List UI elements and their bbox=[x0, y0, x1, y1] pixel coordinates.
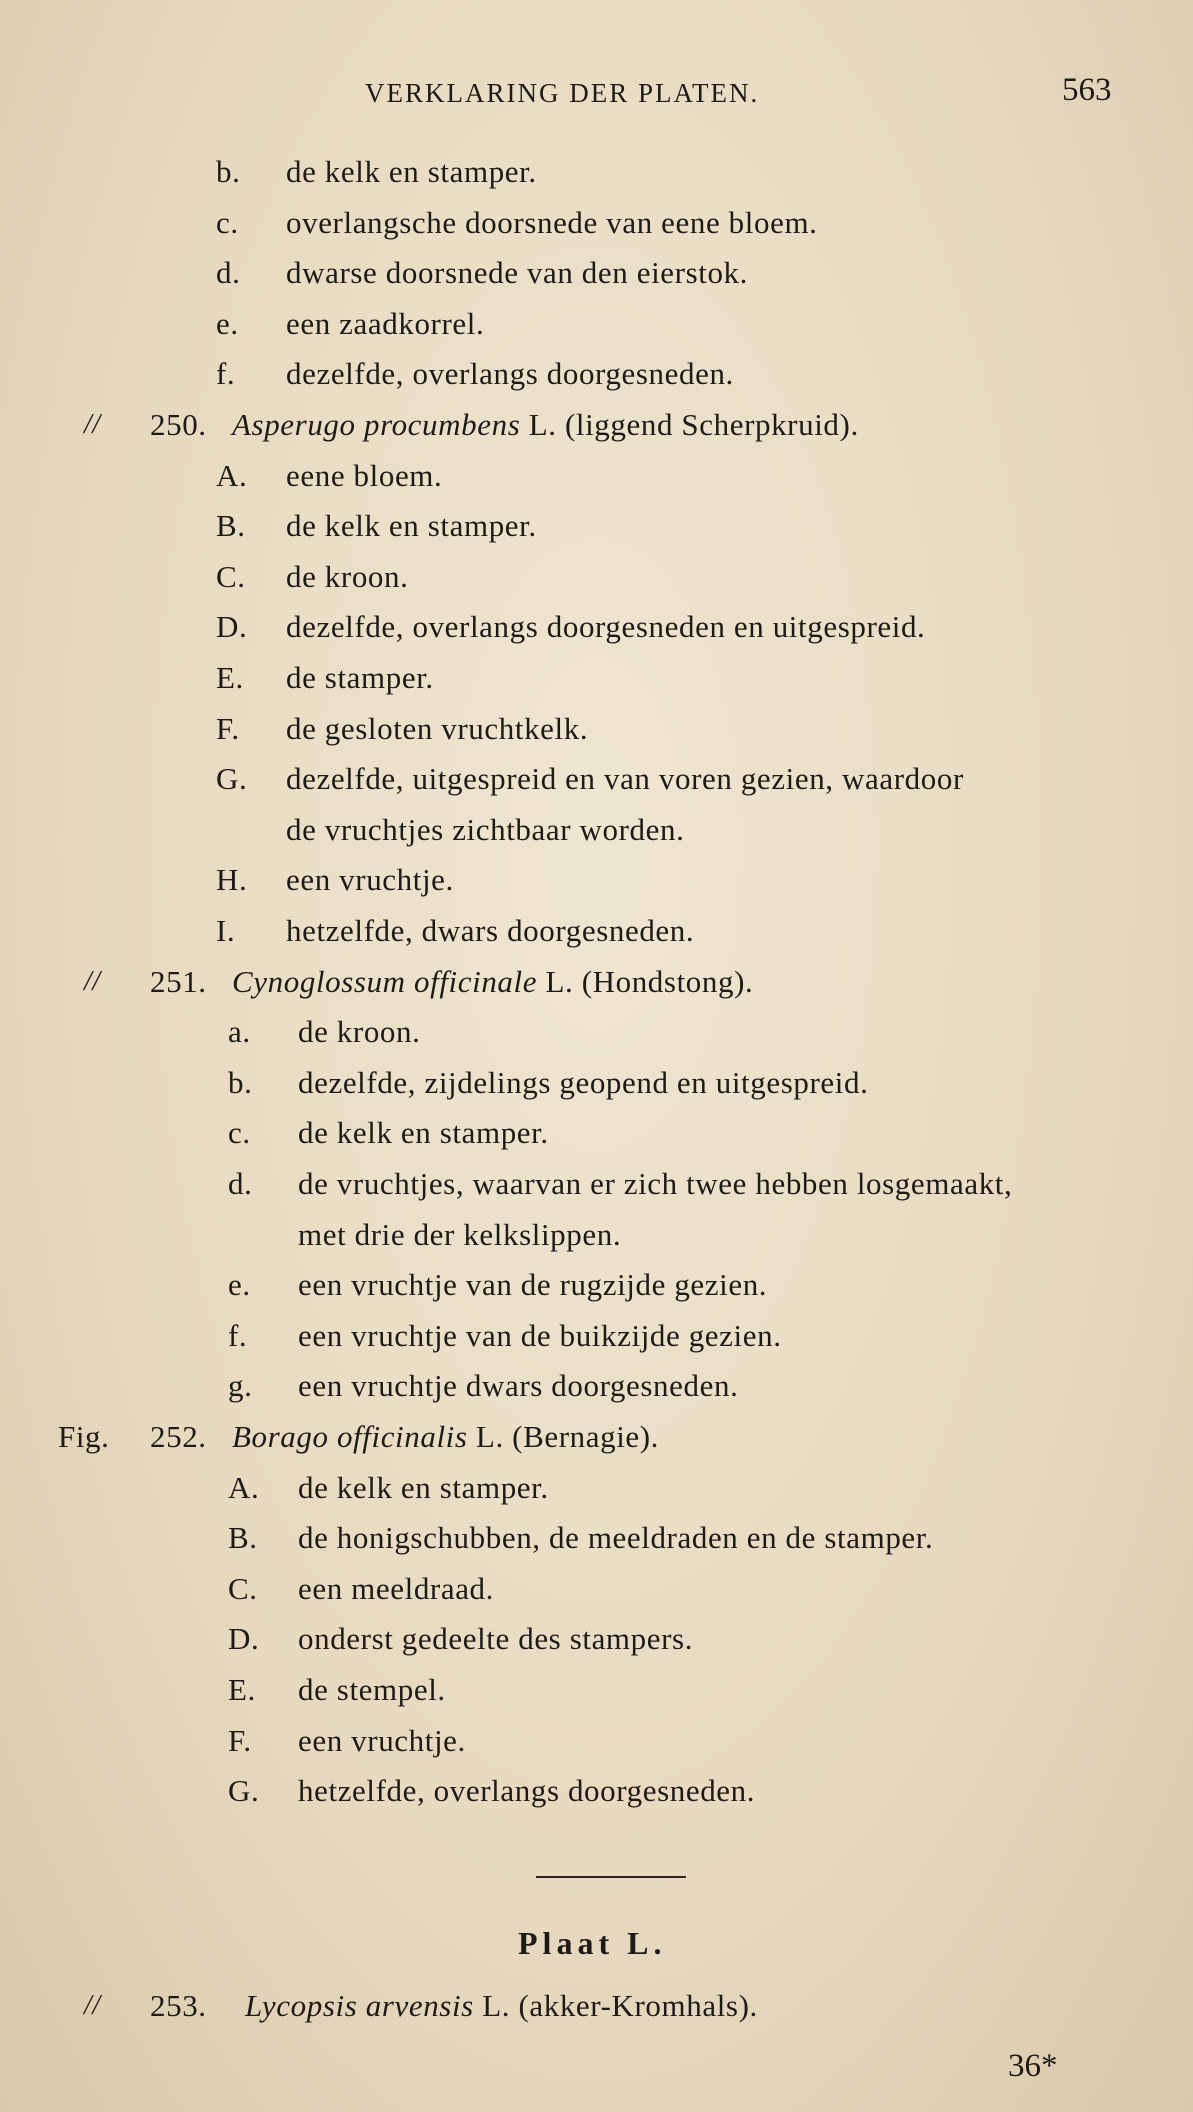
sub-text: dezelfde, overlangs doorgesneden. bbox=[286, 356, 734, 392]
common-name: L. (liggend Scherpkruid). bbox=[520, 407, 859, 442]
sub-letter: G. bbox=[228, 1773, 260, 1809]
sub-letter: A. bbox=[216, 457, 248, 493]
sub-text: met drie der kelkslippen. bbox=[298, 1216, 622, 1252]
sub-text: een meeldraad. bbox=[298, 1570, 495, 1606]
running-title: VERKLARING DER PLATEN. bbox=[365, 78, 760, 108]
sub-text: overlangsche doorsnede van eene bloem. bbox=[286, 204, 818, 240]
sub-letter: d. bbox=[228, 1166, 253, 1201]
sub-text: een vruchtje van de rugzijde gezien. bbox=[298, 1267, 768, 1303]
figure-number: 251. bbox=[150, 963, 207, 999]
sub-letter: F. bbox=[228, 1722, 252, 1758]
sub-letter: G. bbox=[216, 761, 248, 797]
fig-label: Fig. bbox=[58, 1419, 110, 1454]
sub-text: een zaadkorrel. bbox=[286, 305, 485, 341]
sub-letter: D. bbox=[228, 1621, 260, 1657]
sub-text: een vruchtje dwars doorgesneden. bbox=[298, 1368, 739, 1404]
sub-letter: H. bbox=[216, 862, 248, 898]
sub-text: onderst gedeelte des stampers. bbox=[298, 1621, 694, 1657]
sub-text: eene bloem. bbox=[286, 457, 443, 493]
sub-letter: f. bbox=[216, 356, 236, 392]
sub-text: een vruchtje van de buikzijde gezien. bbox=[298, 1317, 782, 1353]
figure-number: 250. bbox=[150, 407, 207, 442]
sub-letter: a. bbox=[228, 1014, 251, 1050]
latin-name: Cynoglossum officinale bbox=[232, 963, 538, 999]
common-name: L. (akker-Kromhals). bbox=[473, 1988, 758, 2023]
sub-text: de stempel. bbox=[298, 1672, 446, 1707]
common-name: L. (Bernagie). bbox=[467, 1419, 660, 1454]
sub-letter: e. bbox=[228, 1267, 251, 1303]
sub-text: de gesloten vruchtkelk. bbox=[286, 710, 589, 746]
latin-name: Asperugo procumbens bbox=[232, 407, 521, 442]
latin-name: Borago officinalis bbox=[232, 1419, 468, 1454]
sub-letter: E. bbox=[216, 660, 244, 695]
sub-text: dezelfde, zijdelings geopend en uitgespreid. bbox=[298, 1064, 869, 1100]
sub-letter: I. bbox=[216, 913, 236, 948]
sub-letter: d. bbox=[216, 255, 241, 291]
sub-letter: b. bbox=[216, 154, 241, 189]
sub-letter: B. bbox=[216, 508, 246, 544]
sub-text: dezelfde, uitgespreid en van voren gezien, waardoor bbox=[286, 761, 964, 797]
figure-number: 252. bbox=[150, 1419, 207, 1454]
sub-text: de kelk en stamper. bbox=[298, 1115, 549, 1151]
sub-text: een vruchtje. bbox=[286, 862, 454, 898]
page-number: 563 bbox=[1062, 72, 1112, 108]
sub-letter: E. bbox=[228, 1672, 256, 1707]
sub-text: de kroon. bbox=[298, 1014, 421, 1050]
sub-text: hetzelfde, dwars doorgesneden. bbox=[286, 913, 695, 948]
sub-letter: A. bbox=[228, 1469, 260, 1505]
sub-text: de kelk en stamper. bbox=[298, 1469, 549, 1505]
sub-letter: b. bbox=[228, 1064, 253, 1100]
sub-text: de vruchtjes zichtbaar worden. bbox=[286, 811, 685, 847]
sub-letter: B. bbox=[228, 1520, 258, 1556]
section-divider bbox=[536, 1876, 686, 1878]
sub-text: een vruchtje. bbox=[298, 1722, 466, 1758]
sub-letter: g. bbox=[228, 1368, 253, 1404]
sub-letter: e. bbox=[216, 305, 239, 341]
ditto-mark: // bbox=[84, 965, 101, 997]
sub-letter: F. bbox=[216, 710, 240, 746]
sub-text: de kroon. bbox=[286, 558, 409, 594]
plate-title: Plaat L. bbox=[518, 1925, 667, 1961]
sub-letter: C. bbox=[216, 558, 246, 594]
sub-text: de kelk en stamper. bbox=[286, 154, 537, 189]
sub-letter: c. bbox=[228, 1115, 251, 1151]
sub-letter: f. bbox=[228, 1317, 248, 1353]
common-name: L. (Hondstong). bbox=[537, 963, 754, 999]
sub-text: de honigschubben, de meeldraden en de stamper. bbox=[298, 1520, 934, 1556]
sub-letter: C. bbox=[228, 1570, 258, 1606]
sub-letter: D. bbox=[216, 609, 248, 645]
sub-text: dezelfde, overlangs doorgesneden en uitgespreid. bbox=[286, 609, 926, 645]
ditto-mark: // bbox=[84, 1990, 101, 2021]
signature-mark: 36* bbox=[1008, 2048, 1058, 2084]
ditto-mark: // bbox=[84, 409, 101, 440]
sub-text: hetzelfde, overlangs doorgesneden. bbox=[298, 1773, 756, 1809]
figure-number: 253. bbox=[150, 1988, 207, 2023]
sub-text: de stamper. bbox=[286, 660, 434, 695]
latin-name: Lycopsis arvensis bbox=[245, 1988, 474, 2023]
sub-text: dwarse doorsnede van den eierstok. bbox=[286, 255, 748, 291]
sub-text: de kelk en stamper. bbox=[286, 508, 537, 544]
sub-letter: c. bbox=[216, 204, 239, 240]
sub-text: de vruchtjes, waarvan er zich twee hebben losgemaakt, bbox=[298, 1166, 1013, 1201]
